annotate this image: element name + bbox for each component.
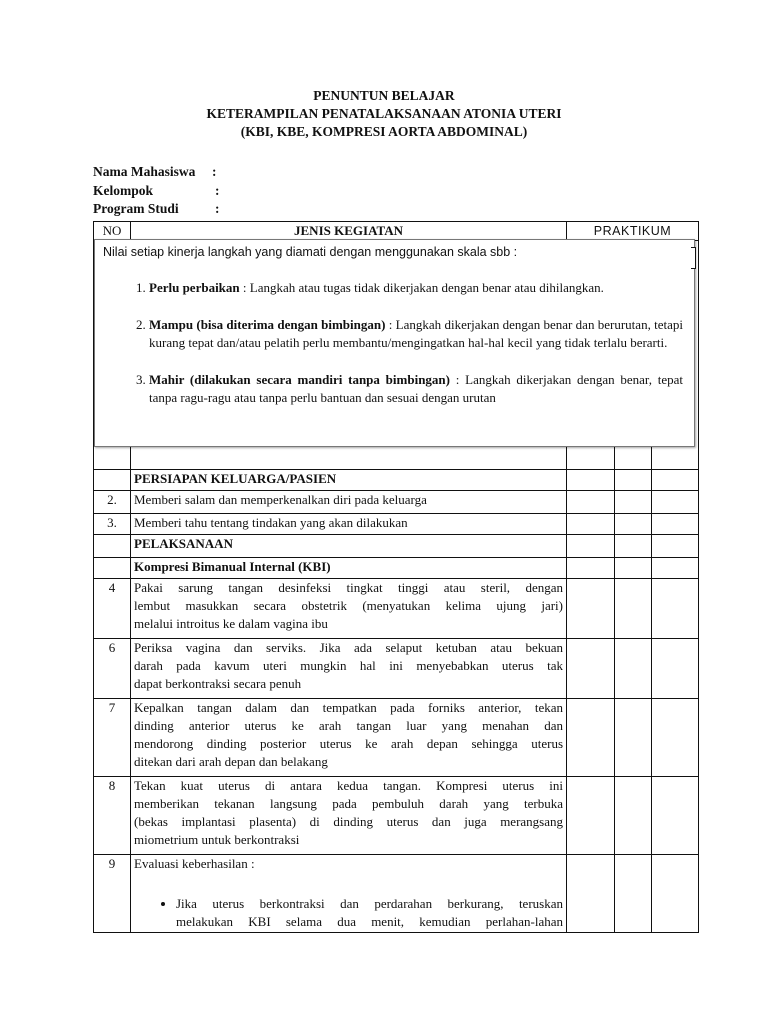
table-row: 6 Periksa vagina dan serviks. Jika ada selaput ketuban atau bekuan darah pada kavum uteri mungkin hal ini menyebabkan uterus tak dapat berkontraksi secara penuh: [94, 639, 699, 699]
table-row: 8 Tekan kuat uterus di antara kedua tangan. Kompresi uterus ini memberikan tekanan langsung pada pembuluh darah yang terbuka (bekas implantasi plasenta) di dinding uterus dan juga merangsang miometrium untuk berkontraksi: [94, 777, 699, 855]
kelompok-row: [93, 182, 493, 201]
document-title: [0, 87, 768, 141]
table-row: [94, 535, 699, 558]
list-item: 2. Mampu (bisa diterima dengan bimbingan) : Langkah dikerjakan dengan benar dan berurutan, tetapi kurang tepat dan/atau pelatih perlu membantu/mengingatkan hal-hal kecil yang tidak terlalu berarti.: [149, 316, 683, 353]
table-row: [94, 558, 699, 579]
list-item: 3. Mahir (dilakukan secara mandiri tanpa bimbingan) : Langkah dikerjakan dengan benar, tepat tanpa ragu-ragu atau tanpa perlu bantuan dan sesuai dengan urutan: [149, 371, 683, 408]
table-row: [94, 470, 699, 491]
rating-scale-list: [125, 279, 683, 408]
kelompok-sep: :: [215, 182, 220, 198]
table-row: 3. Memberi tahu tentang tindakan yang akan dilakukan: [94, 514, 699, 535]
kelompok-label: Kelompok: [93, 182, 154, 198]
tooltip-intro: Nilai setiap kinerja langkah yang diamati dengan menggunakan skala sbb :: [103, 245, 518, 259]
table-header-row: [94, 222, 699, 241]
col-jenis-header: JENIS KEGIATAN: [131, 222, 567, 241]
nama-label: Nama Mahasiswa: [93, 164, 196, 179]
section-pelaksanaan: PELAKSANAAN: [131, 535, 567, 558]
evaluation-list: [134, 895, 563, 931]
col-praktikum-header: PRAKTIKUM: [567, 222, 699, 241]
list-item: • Jika uterus berkontraksi dan perdarahan berkurang, teruskan melakukan KBI selama dua menit, kemudian perlahan-lahan: [176, 895, 563, 931]
prodi-label: Program Studi: [93, 201, 179, 216]
table-row: 2. Memberi salam dan memperkenalkan diri pada keluarga: [94, 491, 699, 514]
prodi-row: [93, 200, 493, 219]
title-line-3: (KBI, KBE, KOMPRESI AORTA ABDOMINAL): [240, 124, 528, 139]
title-line-1: PENUNTUN BELAJAR: [313, 88, 455, 103]
section-persiapan: PERSIAPAN KELUARGA/PASIEN: [131, 470, 567, 491]
student-info: [93, 163, 493, 219]
tooltip-edge: [691, 247, 696, 269]
nama-row: [93, 163, 493, 182]
rating-scale-tooltip: [94, 239, 695, 447]
table-row: 7 Kepalkan tangan dalam dan tempatkan pada forniks anterior, tekan dinding anterior uterus ke arah tangan luar yang menahan dan mendorong dinding posterior uterus ke arah depan sehingga uterus ditekan dari arah depan dan belakang: [94, 699, 699, 777]
section-kbi: Kompresi Bimanual Internal (KBI): [131, 558, 567, 579]
prodi-sep: :: [215, 201, 220, 216]
col-no-header: NO: [94, 222, 131, 241]
title-line-2: KETERAMPILAN PENATALAKSANAAN ATONIA UTERI: [206, 106, 562, 121]
table-row: 9 Evaluasi keberhasilan : • Jika uterus berkontraksi dan perdarahan berkurang, teruskan melakukan KBI selama dua menit, kemudian perlahan-lahan: [94, 855, 699, 933]
list-item: 1. Perlu perbaikan : Langkah atau tugas tidak dikerjakan dengan benar atau dihilangkan.: [149, 279, 683, 298]
table-row: 4 Pakai sarung tangan desinfeksi tingkat tinggi atau steril, dengan lembut masukkan secara obstetrik (menyatukan kelima ujung jari) melalui introitus ke dalam vagina ibu: [94, 579, 699, 639]
nama-sep: :: [212, 164, 217, 179]
